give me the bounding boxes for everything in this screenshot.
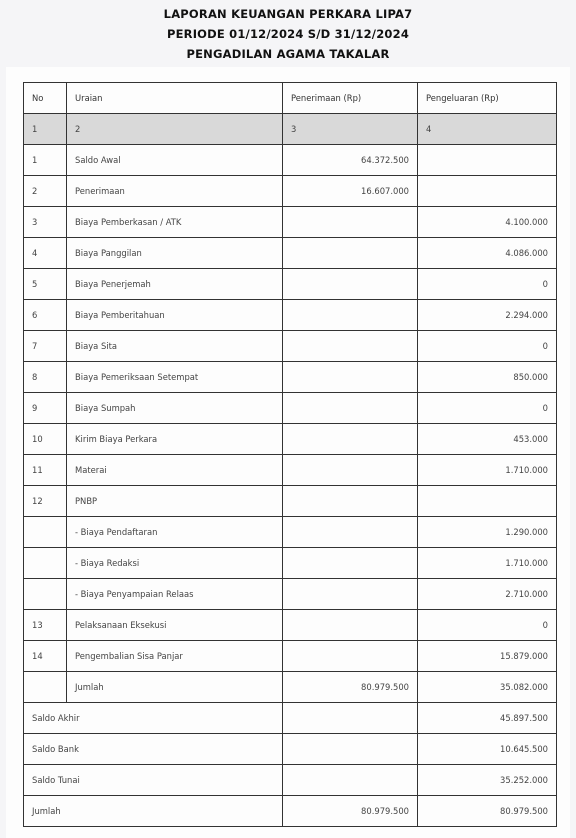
row-receipt-cell bbox=[283, 331, 418, 362]
row-description-cell: Biaya Sumpah bbox=[67, 393, 283, 424]
row-description-cell: Saldo Awal bbox=[67, 145, 283, 176]
row-receipt-cell bbox=[283, 579, 418, 610]
row-expense-cell: 4.086.000 bbox=[418, 238, 557, 269]
table-row bbox=[24, 145, 557, 176]
summary-receipt-cell bbox=[283, 703, 418, 734]
summary-expense-cell: 45.897.500 bbox=[418, 703, 557, 734]
row-description-cell: Biaya Penerjemah bbox=[67, 269, 283, 300]
row-expense-cell: 1.290.000 bbox=[418, 517, 557, 548]
row-description-cell: - Biaya Redaksi bbox=[67, 548, 283, 579]
row-description-cell: Penerimaan bbox=[67, 176, 283, 207]
row-description-cell: PNBP bbox=[67, 486, 283, 517]
table-row bbox=[24, 641, 557, 672]
row-number-cell: 9 bbox=[24, 393, 67, 424]
table-row bbox=[24, 672, 557, 703]
row-receipt-cell bbox=[283, 238, 418, 269]
table-row bbox=[24, 393, 557, 424]
summary-row bbox=[24, 703, 557, 734]
row-expense-cell bbox=[418, 145, 557, 176]
summary-label-cell: Saldo Tunai bbox=[24, 765, 283, 796]
report-period: PERIODE 01/12/2024 S/D 31/12/2024 bbox=[166, 27, 410, 41]
table-row bbox=[24, 331, 557, 362]
row-receipt-cell: 80.979.500 bbox=[283, 672, 418, 703]
table-header-row bbox=[24, 83, 557, 114]
row-receipt-cell bbox=[283, 362, 418, 393]
row-number-cell: 13 bbox=[24, 610, 67, 641]
row-number-cell: 2 bbox=[24, 176, 67, 207]
column-header-no: No bbox=[24, 83, 67, 114]
table-row bbox=[24, 176, 557, 207]
table-row bbox=[24, 362, 557, 393]
table-row bbox=[24, 548, 557, 579]
row-description-cell: Pelaksanaan Eksekusi bbox=[67, 610, 283, 641]
row-receipt-cell: 16.607.000 bbox=[283, 176, 418, 207]
row-expense-cell bbox=[418, 486, 557, 517]
summary-row bbox=[24, 796, 557, 827]
table-row bbox=[24, 269, 557, 300]
table-row bbox=[24, 424, 557, 455]
row-description-cell: Biaya Pemeriksaan Setempat bbox=[67, 362, 283, 393]
row-number-cell: 12 bbox=[24, 486, 67, 517]
row-number-cell bbox=[24, 672, 67, 703]
summary-receipt-cell bbox=[283, 734, 418, 765]
column-index-cell: 2 bbox=[67, 114, 283, 145]
summary-label-cell: Saldo Akhir bbox=[24, 703, 283, 734]
row-receipt-cell bbox=[283, 610, 418, 641]
row-number-cell bbox=[24, 548, 67, 579]
row-expense-cell: 0 bbox=[418, 610, 557, 641]
row-description-cell: Materai bbox=[67, 455, 283, 486]
column-index-cell: 3 bbox=[283, 114, 418, 145]
table-row bbox=[24, 486, 557, 517]
table-row bbox=[24, 517, 557, 548]
row-receipt-cell bbox=[283, 641, 418, 672]
row-expense-cell: 453.000 bbox=[418, 424, 557, 455]
row-description-cell: Jumlah bbox=[67, 672, 283, 703]
summary-row bbox=[24, 734, 557, 765]
column-index-cell: 1 bbox=[24, 114, 67, 145]
row-expense-cell: 0 bbox=[418, 393, 557, 424]
row-description-cell: Kirim Biaya Perkara bbox=[67, 424, 283, 455]
row-description-cell: Biaya Pemberitahuan bbox=[67, 300, 283, 331]
column-header-uraian: Uraian bbox=[67, 83, 283, 114]
row-number-cell: 5 bbox=[24, 269, 67, 300]
row-number-cell: 1 bbox=[24, 145, 67, 176]
summary-expense-cell: 35.252.000 bbox=[418, 765, 557, 796]
summary-receipt-cell: 80.979.500 bbox=[283, 796, 418, 827]
row-receipt-cell bbox=[283, 300, 418, 331]
row-expense-cell: 1.710.000 bbox=[418, 548, 557, 579]
table-row bbox=[24, 238, 557, 269]
row-number-cell bbox=[24, 579, 67, 610]
row-description-cell: Biaya Panggilan bbox=[67, 238, 283, 269]
row-expense-cell: 0 bbox=[418, 331, 557, 362]
row-receipt-cell bbox=[283, 424, 418, 455]
row-expense-cell: 4.100.000 bbox=[418, 207, 557, 238]
row-expense-cell: 2.294.000 bbox=[418, 300, 557, 331]
column-index-row bbox=[24, 114, 557, 145]
row-receipt-cell bbox=[283, 517, 418, 548]
column-header-penerimaan: Penerimaan (Rp) bbox=[283, 83, 418, 114]
table-body bbox=[24, 114, 557, 827]
table-row bbox=[24, 455, 557, 486]
row-description-cell: - Biaya Pendaftaran bbox=[67, 517, 283, 548]
summary-receipt-cell bbox=[283, 765, 418, 796]
row-description-cell: Pengembalian Sisa Panjar bbox=[67, 641, 283, 672]
row-number-cell: 10 bbox=[24, 424, 67, 455]
row-number-cell: 6 bbox=[24, 300, 67, 331]
row-number-cell: 8 bbox=[24, 362, 67, 393]
report-header bbox=[0, 4, 576, 64]
row-expense-cell: 850.000 bbox=[418, 362, 557, 393]
report-title: LAPORAN KEUANGAN PERKARA LIPA7 bbox=[163, 7, 413, 21]
row-receipt-cell: 64.372.500 bbox=[283, 145, 418, 176]
finance-table bbox=[23, 82, 557, 827]
summary-expense-cell: 80.979.500 bbox=[418, 796, 557, 827]
row-number-cell: 14 bbox=[24, 641, 67, 672]
summary-label-cell: Saldo Bank bbox=[24, 734, 283, 765]
row-number-cell: 7 bbox=[24, 331, 67, 362]
summary-expense-cell: 10.645.500 bbox=[418, 734, 557, 765]
column-header-pengeluaran: Pengeluaran (Rp) bbox=[418, 83, 557, 114]
row-number-cell: 3 bbox=[24, 207, 67, 238]
row-description-cell: Biaya Sita bbox=[67, 331, 283, 362]
summary-row bbox=[24, 765, 557, 796]
row-expense-cell: 15.879.000 bbox=[418, 641, 557, 672]
table-row bbox=[24, 579, 557, 610]
row-receipt-cell bbox=[283, 207, 418, 238]
row-expense-cell: 2.710.000 bbox=[418, 579, 557, 610]
table-row bbox=[24, 300, 557, 331]
table-row bbox=[24, 610, 557, 641]
column-index-cell: 4 bbox=[418, 114, 557, 145]
row-number-cell: 11 bbox=[24, 455, 67, 486]
row-description-cell: Biaya Pemberkasan / ATK bbox=[67, 207, 283, 238]
row-description-cell: - Biaya Penyampaian Relaas bbox=[67, 579, 283, 610]
row-expense-cell: 35.082.000 bbox=[418, 672, 557, 703]
row-receipt-cell bbox=[283, 455, 418, 486]
row-number-cell bbox=[24, 517, 67, 548]
summary-label-cell: Jumlah bbox=[24, 796, 283, 827]
row-expense-cell bbox=[418, 176, 557, 207]
report-court-name: PENGADILAN AGAMA TAKALAR bbox=[186, 47, 390, 61]
row-receipt-cell bbox=[283, 486, 418, 517]
row-receipt-cell bbox=[283, 269, 418, 300]
row-number-cell: 4 bbox=[24, 238, 67, 269]
row-expense-cell: 1.710.000 bbox=[418, 455, 557, 486]
row-expense-cell: 0 bbox=[418, 269, 557, 300]
table-row bbox=[24, 207, 557, 238]
row-receipt-cell bbox=[283, 393, 418, 424]
row-receipt-cell bbox=[283, 548, 418, 579]
